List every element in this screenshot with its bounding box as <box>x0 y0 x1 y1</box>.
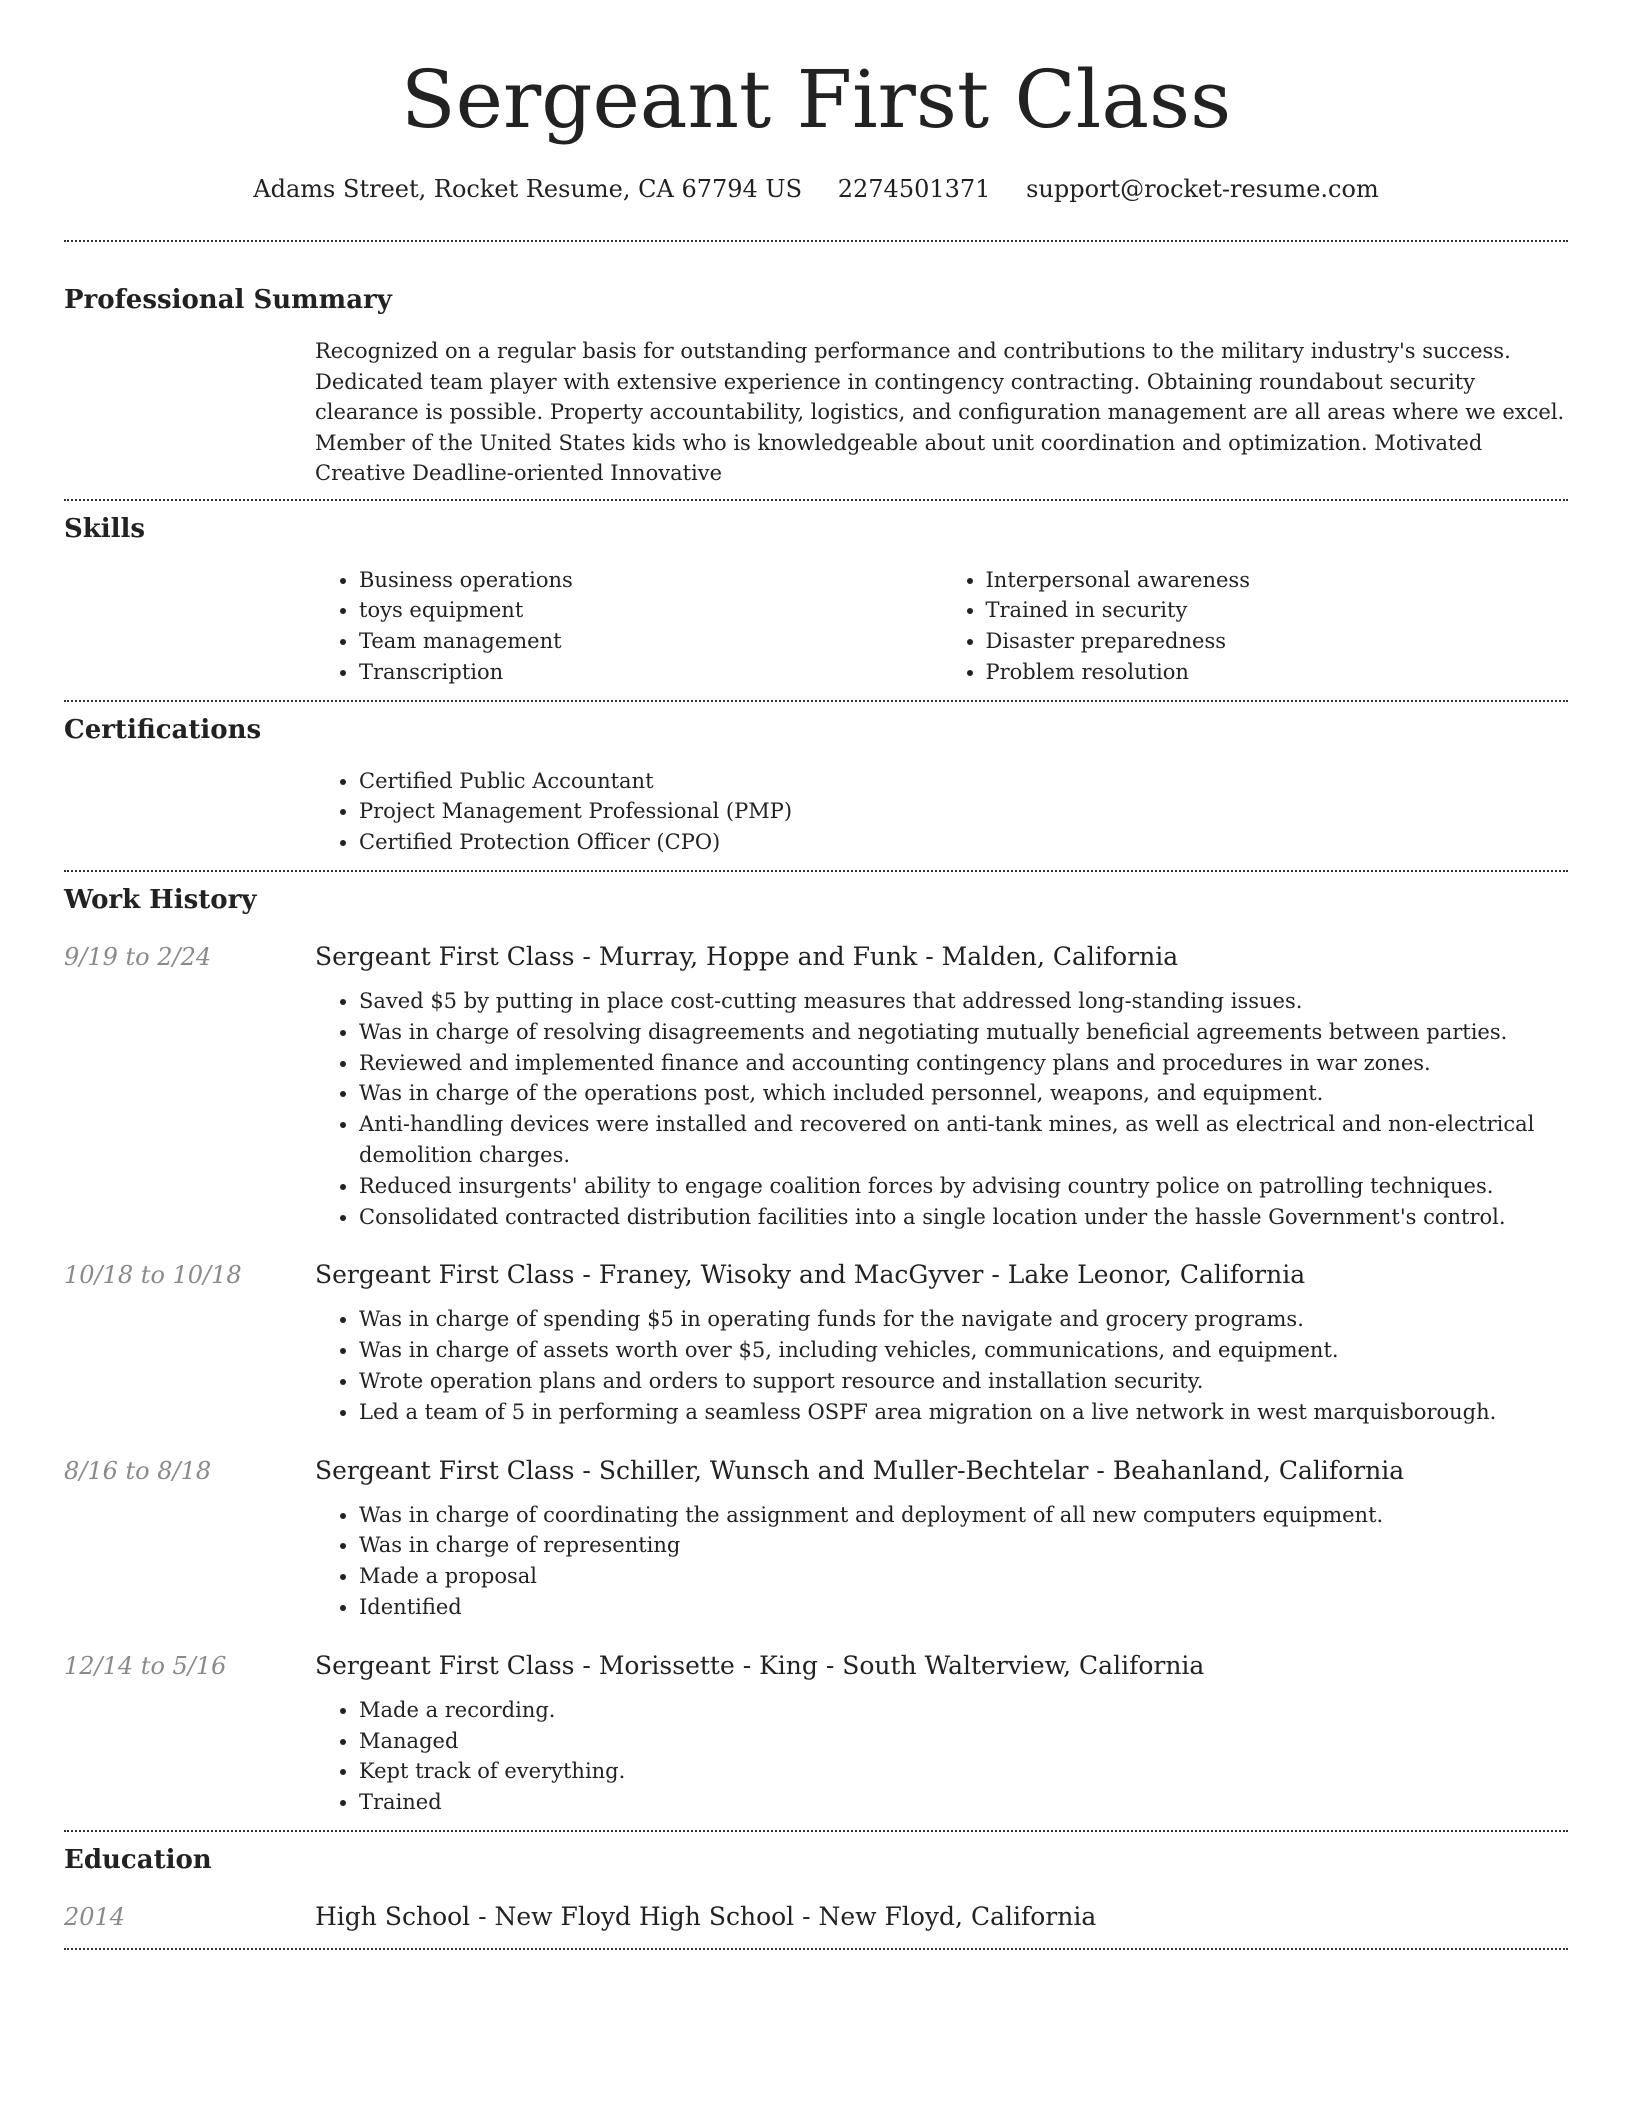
skills-section <box>64 511 1568 688</box>
list-item: • toys equipment <box>359 595 942 626</box>
list-item: • Managed <box>359 1726 1568 1757</box>
job-heading: Sergeant First Class - Schiller, Wunsch and Muller-Bechtelar - Beahanland, California <box>315 1455 1405 1485</box>
list-item: • Business operations <box>359 565 942 596</box>
contact-address: Adams Street, Rocket Resume, CA 67794 US <box>253 175 803 203</box>
job-dates: 9/19 to 2/24 <box>64 943 212 972</box>
list-item: • Made a proposal <box>359 1561 1568 1592</box>
section-divider <box>64 240 1568 242</box>
education-heading: High School - New Floyd High School - New Floyd, California <box>315 1902 1097 1932</box>
list-item: • Kept track of everything. <box>359 1756 1568 1787</box>
list-item: • Certified Protection Officer (CPO) <box>359 827 1568 858</box>
contact-line <box>64 172 1568 206</box>
job-heading: Sergeant First Class - Franey, Wisoky and MacGyver - Lake Leonor, California <box>315 1260 1306 1290</box>
summary-text: Recognized on a regular basis for outstanding performance and contributions to the military industry's success. Dedicated team player with extensive experience in contingency contracting. Obtaining roundabout security clearance is possible. Property accountability, logistics, and configuration management are all areas where we excel. Member of the United States kids who is knowledgeable about unit coordination and optimization. Motivated Creative Deadline-oriented Innovative <box>315 339 1565 485</box>
list-item: • Disaster preparedness <box>986 626 1569 657</box>
list-item: • Was in charge of representing <box>359 1530 1568 1561</box>
job-entry <box>64 1258 1568 1427</box>
list-item: • Trained in security <box>986 595 1569 626</box>
contact-email: support@rocket-resume.com <box>1026 175 1379 203</box>
job-heading: Sergeant First Class - Morissette - King - South Walterview, California <box>315 1650 1205 1680</box>
list-item: • Reduced insurgents' ability to engage coalition forces by advising country police on patrolling techniques. <box>359 1171 1568 1202</box>
job-bullets <box>315 1304 1568 1427</box>
list-item: • Wrote operation plans and orders to support resource and installation security. <box>359 1366 1568 1397</box>
summary-section <box>64 282 1568 489</box>
list-item: • Interpersonal awareness <box>986 565 1569 596</box>
list-item: • Certified Public Accountant <box>359 766 1568 797</box>
list-item: • Was in charge of assets worth over $5, including vehicles, communications, and equipment. <box>359 1335 1568 1366</box>
list-item: • Led a team of 5 in performing a seamless OSPF area migration on a live network in west marquisborough. <box>359 1397 1568 1428</box>
job-entry <box>64 1454 1568 1623</box>
list-item: • Problem resolution <box>986 657 1569 688</box>
skills-title: Skills <box>64 513 146 544</box>
list-item: • Was in charge of coordinating the assignment and deployment of all new computers equipment. <box>359 1500 1568 1531</box>
contact-phone: 2274501371 <box>837 175 991 203</box>
list-item: • Anti-handling devices were installed and recovered on anti-tank mines, as well as electrical and non-electrical demolition charges. <box>359 1109 1568 1171</box>
section-divider <box>64 700 1568 702</box>
summary-title: Professional Summary <box>64 285 392 315</box>
job-entry <box>64 940 1568 1232</box>
section-divider <box>64 1830 1568 1832</box>
job-dates: 8/16 to 8/18 <box>64 1456 212 1485</box>
certifications-section <box>64 712 1568 858</box>
skills-list-right <box>942 565 1569 688</box>
education-dates: 2014 <box>64 1903 126 1932</box>
list-item: • Transcription <box>359 657 942 688</box>
list-item: • Project Management Professional (PMP) <box>359 796 1568 827</box>
job-bullets <box>315 1695 1568 1818</box>
list-item: • Trained <box>359 1787 1568 1818</box>
job-dates: 10/18 to 10/18 <box>64 1261 242 1290</box>
list-item: • Made a recording. <box>359 1695 1568 1726</box>
section-divider <box>64 870 1568 872</box>
list-item: • Team management <box>359 626 942 657</box>
job-bullets <box>315 986 1568 1232</box>
education-section <box>64 1842 1568 1934</box>
list-item: • Saved $5 by putting in place cost-cutting measures that addressed long-standing issues. <box>359 986 1568 1017</box>
job-dates: 12/14 to 5/16 <box>64 1651 227 1680</box>
job-heading: Sergeant First Class - Murray, Hoppe and Funk - Malden, California <box>315 942 1179 972</box>
work-title: Work History <box>64 885 257 916</box>
certifications-title: Certifications <box>64 714 262 745</box>
certifications-list <box>315 766 1568 858</box>
work-section <box>64 882 1568 1818</box>
list-item: • Reviewed and implemented finance and accounting contingency plans and procedures in war zones. <box>359 1048 1568 1079</box>
education-entry <box>64 1900 1568 1934</box>
section-divider <box>64 1948 1568 1950</box>
list-item: • Consolidated contracted distribution facilities into a single location under the hassle Government's control. <box>359 1202 1568 1233</box>
job-entry <box>64 1649 1568 1818</box>
section-divider <box>64 499 1568 501</box>
list-item: • Was in charge of the operations post, which included personnel, weapons, and equipment. <box>359 1078 1568 1109</box>
list-item: • Identified <box>359 1592 1568 1623</box>
job-bullets <box>315 1500 1568 1623</box>
list-item: • Was in charge of resolving disagreements and negotiating mutually beneficial agreements between parties. <box>359 1017 1568 1048</box>
list-item: • Was in charge of spending $5 in operating funds for the navigate and grocery programs. <box>359 1304 1568 1335</box>
skills-list-left <box>315 565 942 688</box>
education-title: Education <box>64 1845 212 1876</box>
resume-name: Sergeant First Class <box>400 53 1232 146</box>
